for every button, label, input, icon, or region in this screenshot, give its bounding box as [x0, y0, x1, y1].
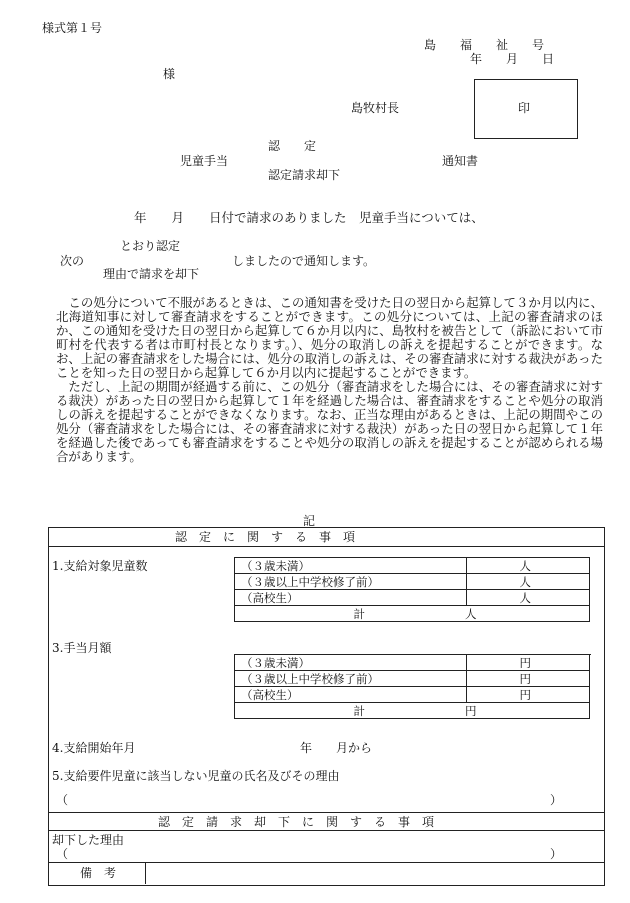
remarks-label: 備 考 — [80, 866, 117, 880]
row-label: （３歳以上中学校修了前） — [235, 574, 467, 590]
form-number: 様式第１号 — [42, 21, 103, 35]
title-certify: 認 定 — [268, 139, 317, 153]
title-reject: 認定請求却下 — [268, 168, 341, 182]
title-notice: 通知書 — [442, 154, 479, 168]
table-row — [235, 671, 590, 687]
row-unit: 人 — [467, 574, 590, 590]
cert-section-header: 認 定 に 関 す る 事 項 — [175, 530, 356, 544]
item4-label: 4.支給開始年月 — [52, 741, 136, 755]
row-unit: 円 — [467, 687, 590, 703]
remarks-divider — [145, 862, 146, 884]
request-line: 年 月 日付で請求のありました 児童手当については、 — [134, 210, 484, 225]
decision-prefix: 次の — [60, 254, 85, 268]
row-label: （３歳以上中学校修了前） — [235, 671, 467, 687]
item3-label: 3.手当月額 — [52, 641, 112, 655]
row-unit: 人 — [467, 558, 590, 574]
addressee-suffix: 様 — [163, 67, 176, 81]
seal-label: 印 — [518, 101, 531, 115]
notice-text — [56, 296, 603, 464]
notice-paragraph-2: ただし、上記の期間が経過する前に、この処分（審査請求をした場合には、その審査請求に対する裁決）があった日の翌日から起算して１年を経過した場合は、審査請求をすることや処分の取消しの訴えを提起することができなくなります。なお、正当な理由があるときは、上記の期間やこの処分（審査請求をした場合には、その審査請求に対する裁決）があった日の翌日から起算して１年を経過した後であっても審査請求をすることや処分の取消しの訴えを提起することが認められる場合があります。 — [56, 379, 603, 464]
document-number: 島 福 祉 号 — [424, 38, 545, 52]
reject-open-paren: （ — [56, 847, 69, 861]
row-unit: 人 — [467, 590, 590, 606]
row-label: （３歳未満） — [235, 655, 467, 671]
decision-reject: 理由で請求を却下 — [103, 267, 200, 281]
reject-section-header: 認 定 請 求 却 下 に 関 す る 事 項 — [158, 815, 435, 829]
table-row — [235, 590, 590, 606]
ki-heading: 記 — [303, 514, 316, 528]
reject-close-paren: ） — [550, 847, 563, 861]
table-row — [235, 606, 590, 622]
total-unit: 円 — [465, 703, 477, 718]
decision-certify: とおり認定 — [120, 239, 181, 253]
row-label: （高校生） — [235, 590, 467, 606]
total-unit: 人 — [465, 606, 477, 621]
item5-label: 5.支給要件児童に該当しない児童の氏名及びその理由 — [52, 769, 340, 783]
row-unit: 円 — [467, 671, 590, 687]
table-row — [235, 703, 590, 719]
notice-paragraph-1: この処分について不服があるときは、この通知書を受けた日の翌日から起算して３か月以内に、北海道知事に対して審査請求をすることができます。この処分については、上記の審査請求のほか、この通知を受けた日の翌日から起算して６か月以内に、島牧村を被告として（訴訟において市町村を代表する者は市町村長となります。）、処分の取消しの訴えを提起することができます。なお、上記の審査請求をした場合には、処分の取消しの訴えは、その審査請求に対する裁決があったことを知った日の翌日から起算して６か月以内に提起することができます。 — [56, 295, 603, 380]
start-month-value: 年 月から — [300, 741, 373, 755]
item5-close-paren: ） — [550, 793, 563, 807]
reject-reason-label: 却下した理由 — [52, 833, 125, 847]
total-cell — [235, 606, 590, 622]
table-row — [235, 574, 590, 590]
divider — [48, 830, 605, 831]
issue-date: 年 月 日 — [470, 52, 555, 66]
total-label: 計 — [353, 606, 365, 621]
monthly-amount-table — [234, 654, 590, 719]
divider — [48, 862, 605, 863]
table-row — [235, 687, 590, 703]
table-row — [235, 558, 590, 574]
child-count-table — [234, 557, 590, 622]
total-cell — [235, 703, 590, 719]
title-child-allowance: 児童手当 — [180, 154, 229, 168]
divider — [48, 812, 605, 813]
row-label: （高校生） — [235, 687, 467, 703]
issuer-name: 島牧村長 — [351, 101, 400, 115]
row-unit: 円 — [467, 655, 590, 671]
item5-open-paren: （ — [56, 793, 69, 807]
item1-label: 1.支給対象児童数 — [52, 559, 148, 573]
divider — [48, 546, 605, 547]
row-label: （３歳未満） — [235, 558, 467, 574]
table-row — [235, 655, 590, 671]
total-label: 計 — [353, 703, 365, 718]
decision-suffix: しましたので通知します。 — [232, 254, 376, 268]
